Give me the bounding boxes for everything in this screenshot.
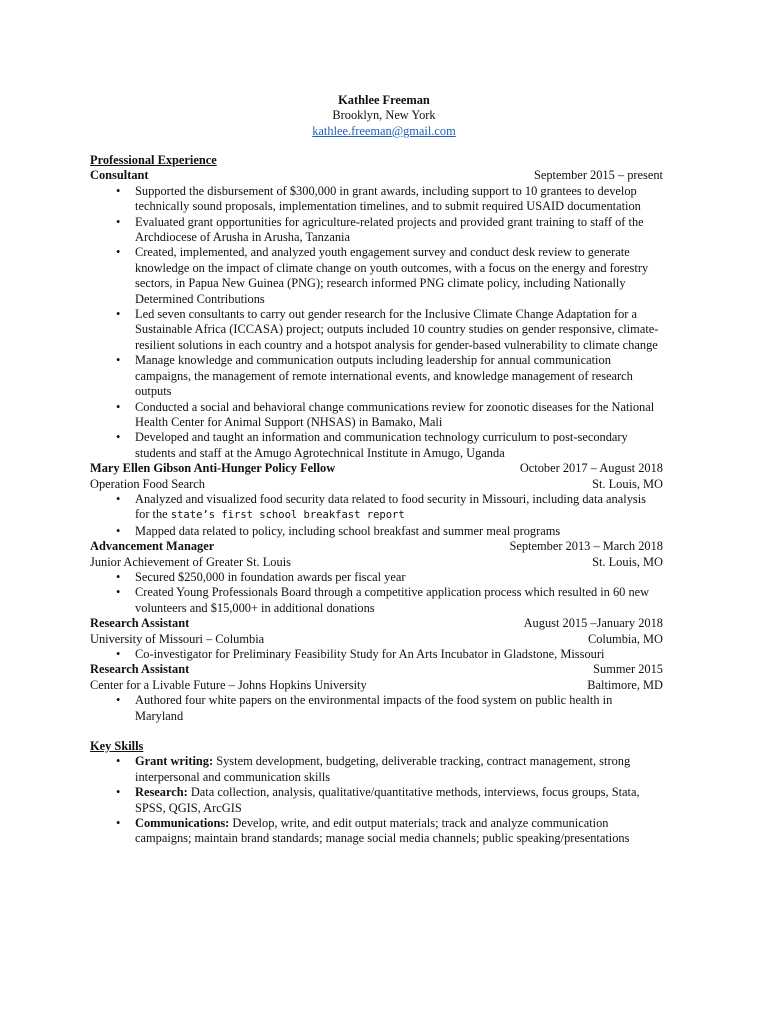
job-place: Columbia, MO	[587, 631, 663, 646]
bullet-item: • Evaluated grant opportunities for agriculture-related projects and provided grant training to staff of the Archdiocese of Arusha in Arusha, Tanzania	[90, 215, 663, 246]
job-header	[90, 461, 663, 476]
bullet-item: • Mapped data related to policy, including school breakfast and summer meal programs	[90, 524, 663, 539]
job-place: Baltimore, MD	[587, 677, 663, 692]
job-role: Advancement Manager	[90, 539, 215, 554]
skills-list	[90, 754, 663, 846]
job-header	[90, 662, 663, 677]
job-role: Mary Ellen Gibson Anti-Hunger Policy Fellow	[90, 461, 336, 476]
bullet-item: • Manage knowledge and communication outputs including leadership for annual communication campaigns, the management of remote international events, and knowledge management of research outputs	[90, 353, 663, 399]
job-dates: August 2015 –January 2018	[523, 616, 663, 631]
section-title-skills: Key Skills	[90, 739, 144, 754]
job-org-row	[90, 555, 663, 570]
job-bullets	[90, 184, 663, 461]
job-place: St. Louis, MO	[592, 554, 663, 569]
job-bullets	[90, 492, 663, 539]
bullet-text: Analyzed and visualized food security data related to food security in Missouri, including data analysis for the	[135, 491, 646, 522]
job-dates: September 2013 – March 2018	[509, 539, 663, 554]
section-title-experience: Professional Experience	[90, 153, 217, 167]
job-header	[90, 616, 663, 631]
skill-text: System development, budgeting, deliverable tracking, contract management, strong interpersonal and communication skills	[135, 754, 631, 784]
job-org-row	[90, 678, 663, 693]
job-org: Junior Achievement of Greater St. Louis	[90, 554, 291, 569]
skill-text: Develop, write, and edit output materials; track and analyze communication campaigns; maintain brand standards; manage social media channels; public speaking/presentations	[135, 816, 630, 846]
skill-label: Research:	[135, 785, 188, 800]
bullet-item: • Conducted a social and behavioral change communications review for zoonotic diseases for the National Health Center for Animal Support (NHSAS) in Bamako, Mali	[90, 400, 663, 431]
bullet-item	[90, 492, 663, 524]
candidate-name: Kathlee Freeman	[338, 93, 430, 107]
skill-item	[90, 785, 663, 816]
job-bullets	[90, 693, 663, 724]
bullet-item: • Led seven consultants to carry out gender research for the Inclusive Climate Change Adaptation for a Sustainable Africa (ICCASA) project; outputs included 10 country studies on gender responsive, climate-resilient solutions in each country and a hotspot analysis for gender-based vulnerability to climate change	[90, 307, 663, 353]
job-dates: September 2015 – present	[533, 168, 663, 183]
job-org: Operation Food Search	[90, 476, 205, 491]
job-header	[90, 168, 663, 183]
section-spacer	[90, 724, 663, 739]
job-dates: Summer 2015	[593, 662, 663, 677]
bullet-item: • Created Young Professionals Board through a competitive application process which resulted in 60 new volunteers and $15,000+ in additional donations	[90, 585, 663, 616]
job-place: St. Louis, MO	[592, 476, 663, 491]
email-link[interactable]: kathlee.freeman@gmail.com	[312, 123, 456, 138]
resume-body	[90, 153, 663, 847]
job-role: Research Assistant	[90, 616, 190, 631]
job-org-row	[90, 632, 663, 647]
skill-text: Data collection, analysis, qualitative/quantitative methods, interviews, focus groups, Stata, SPSS, QGIS, ArcGIS	[135, 785, 640, 815]
job-bullets	[90, 570, 663, 616]
job-org: University of Missouri – Columbia	[90, 631, 265, 646]
job-header	[90, 539, 663, 554]
job-bullets	[90, 647, 663, 662]
report-title: state’s first school breakfast report	[170, 509, 405, 522]
skill-item	[90, 754, 663, 785]
candidate-location: Brooklyn, New York	[332, 108, 436, 123]
job-org: Center for a Livable Future – Johns Hopkins University	[90, 677, 367, 692]
skill-label: Grant writing:	[135, 754, 214, 769]
bullet-item: • Developed and taught an information and communication technology curriculum to post-secondary students and staff at the Amugo Agrotechnical Institute in Amugo, Uganda	[90, 430, 663, 461]
resume-header	[0, 93, 768, 139]
skill-label: Communications:	[135, 816, 230, 831]
bullet-item: • Authored four white papers on the environmental impacts of the food system on public health in Maryland	[90, 693, 663, 724]
bullet-item: • Supported the disbursement of $300,000 in grant awards, including support to 10 grantees to develop technically sound proposals, implementation timelines, and to submit required USAID documentation	[90, 184, 663, 215]
bullet-item: • Created, implemented, and analyzed youth engagement survey and conduct desk review to generate knowledge on the impact of climate change on youth outcomes, with a focus on the energy and forestry sectors, in Papua New Guinea (PNG); research informed PNG climate policy, including Nationally Determined Contributions	[90, 245, 663, 307]
job-role: Research Assistant	[90, 662, 190, 677]
skill-item	[90, 816, 663, 847]
job-dates: October 2017 – August 2018	[519, 461, 663, 476]
bullet-item: • Secured $250,000 in foundation awards per fiscal year	[90, 570, 663, 585]
job-role: Consultant	[90, 168, 149, 183]
job-org-row	[90, 477, 663, 492]
bullet-item: • Co-investigator for Preliminary Feasibility Study for An Arts Incubator in Gladstone, Missouri	[90, 647, 663, 662]
